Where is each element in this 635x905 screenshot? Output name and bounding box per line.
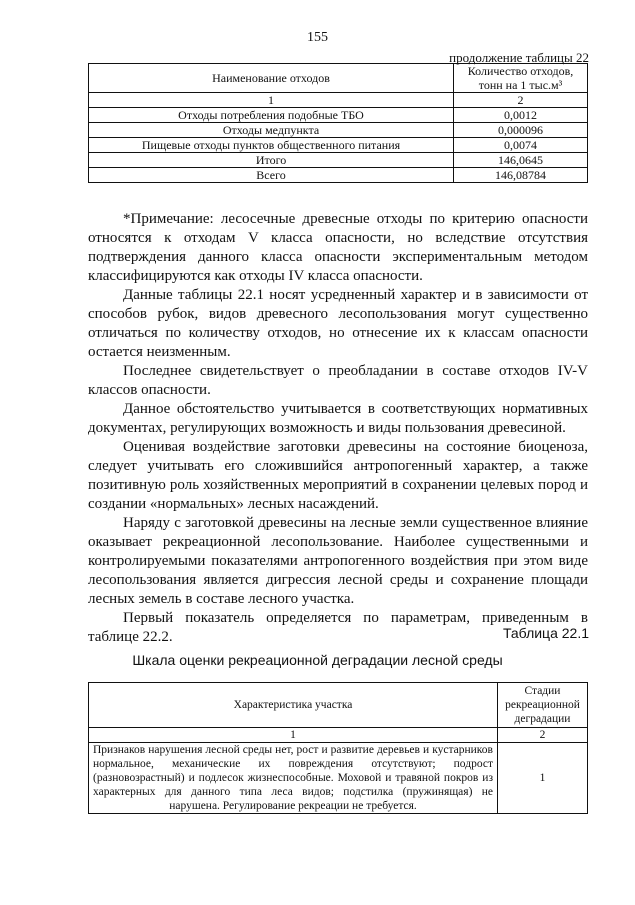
column-number-row — [89, 728, 588, 743]
header-plot-characteristic: Характеристика участка — [89, 683, 498, 728]
table-label: Таблица 22.1 — [502, 625, 589, 641]
paragraph: Первый показатель определяется по параметрам, приведенным в таблице 22.2. — [88, 610, 588, 645]
column-number: 1 — [89, 728, 498, 743]
table-row — [89, 108, 588, 123]
continuation-caption: продолжение таблицы 22 — [449, 50, 589, 65]
header-qty-line1: Количество отходов, — [467, 64, 574, 78]
waste-value-cell: 0,0074 — [454, 138, 588, 153]
table-header-row — [89, 64, 588, 93]
paragraph: Оценивая воздействие заготовки древесины на состояние биоценоза, следует учитывать его сложившийся антропогенный характер, а также позитивную роль хозяйственных мероприятий в сохранении целевых пород и создании «нормальных» лесных насаждений. — [88, 439, 588, 512]
paragraph: Данное обстоятельство учитывается в соответствующих нормативных документах, регулирующих возможность и виды пользования древесиной. — [88, 401, 588, 436]
table-row — [89, 743, 588, 814]
page-number: 155 — [307, 30, 328, 45]
table-row — [89, 138, 588, 153]
header-waste-quantity — [454, 64, 588, 93]
column-number: 2 — [454, 93, 588, 108]
table-row — [89, 153, 588, 168]
header-degradation-stage: Стадии рекреационной деградации — [498, 683, 588, 728]
waste-value-cell: 146,0645 — [454, 153, 588, 168]
waste-value-cell: 0,000096 — [454, 123, 588, 138]
column-number: 1 — [89, 93, 454, 108]
waste-name-cell: Пищевые отходы пунктов общественного питания — [89, 138, 454, 153]
paragraph: *Примечание: лесосечные древесные отходы по критерию опасности относятся к отходам V класса опасности, но вследствие отсутствия подтверждения данного класса опасности экспериментальным методом классифицируются как отходы IV класса опасности. — [88, 211, 588, 284]
waste-value-cell: 146,08784 — [454, 168, 588, 183]
table-header-row — [89, 683, 588, 728]
column-number: 2 — [498, 728, 588, 743]
paragraph: Последнее свидетельствует о преобладании в составе отходов IV-V классов опасности. — [88, 363, 588, 398]
degradation-table — [88, 682, 588, 814]
table-row — [89, 168, 588, 183]
table-row — [89, 123, 588, 138]
header-qty-line2: тонн на 1 тыс.м³ — [478, 78, 563, 92]
plot-description-cell: Признаков нарушения лесной среды нет, рост и развитие деревьев и кустарников нормальное, механические их повреждения отсутствуют; подрост (разновозрастный) и подлесок жизнеспособные. Моховой и травяной покров из характерных для данного типа леса видов; подстилка (пружинящая) не нарушена. Регулирование рекреации не требуется. — [89, 743, 498, 814]
waste-value-cell: 0,0012 — [454, 108, 588, 123]
waste-name-cell: Отходы потребления подобные ТБО — [89, 108, 454, 123]
table-title: Шкала оценки рекреационной деградации лесной среды — [132, 652, 503, 668]
paragraph: Данные таблицы 22.1 носят усредненный характер и в зависимости от способов рубок, видов древесного лесопользования могут существенно отличаться по количеству отходов, но отнесение их к классам опасности остается неизменным. — [88, 287, 588, 360]
body-text — [88, 210, 588, 647]
waste-name-cell: Итого — [89, 153, 454, 168]
waste-table — [88, 63, 588, 183]
waste-name-cell: Отходы медпункта — [89, 123, 454, 138]
column-number-row — [89, 93, 588, 108]
waste-name-cell: Всего — [89, 168, 454, 183]
paragraph: Наряду с заготовкой древесины на лесные земли существенное влияние оказывает рекреационной лесопользование. Наиболее существенными и контролируемыми показателями антропогенного воздействия при этом виде лесопользования является дигрессия лесной среды и сохранение площади лесных земель в составе лесного участка. — [88, 515, 588, 607]
stage-cell: 1 — [498, 743, 588, 814]
header-waste-name: Наименование отходов — [89, 64, 454, 93]
